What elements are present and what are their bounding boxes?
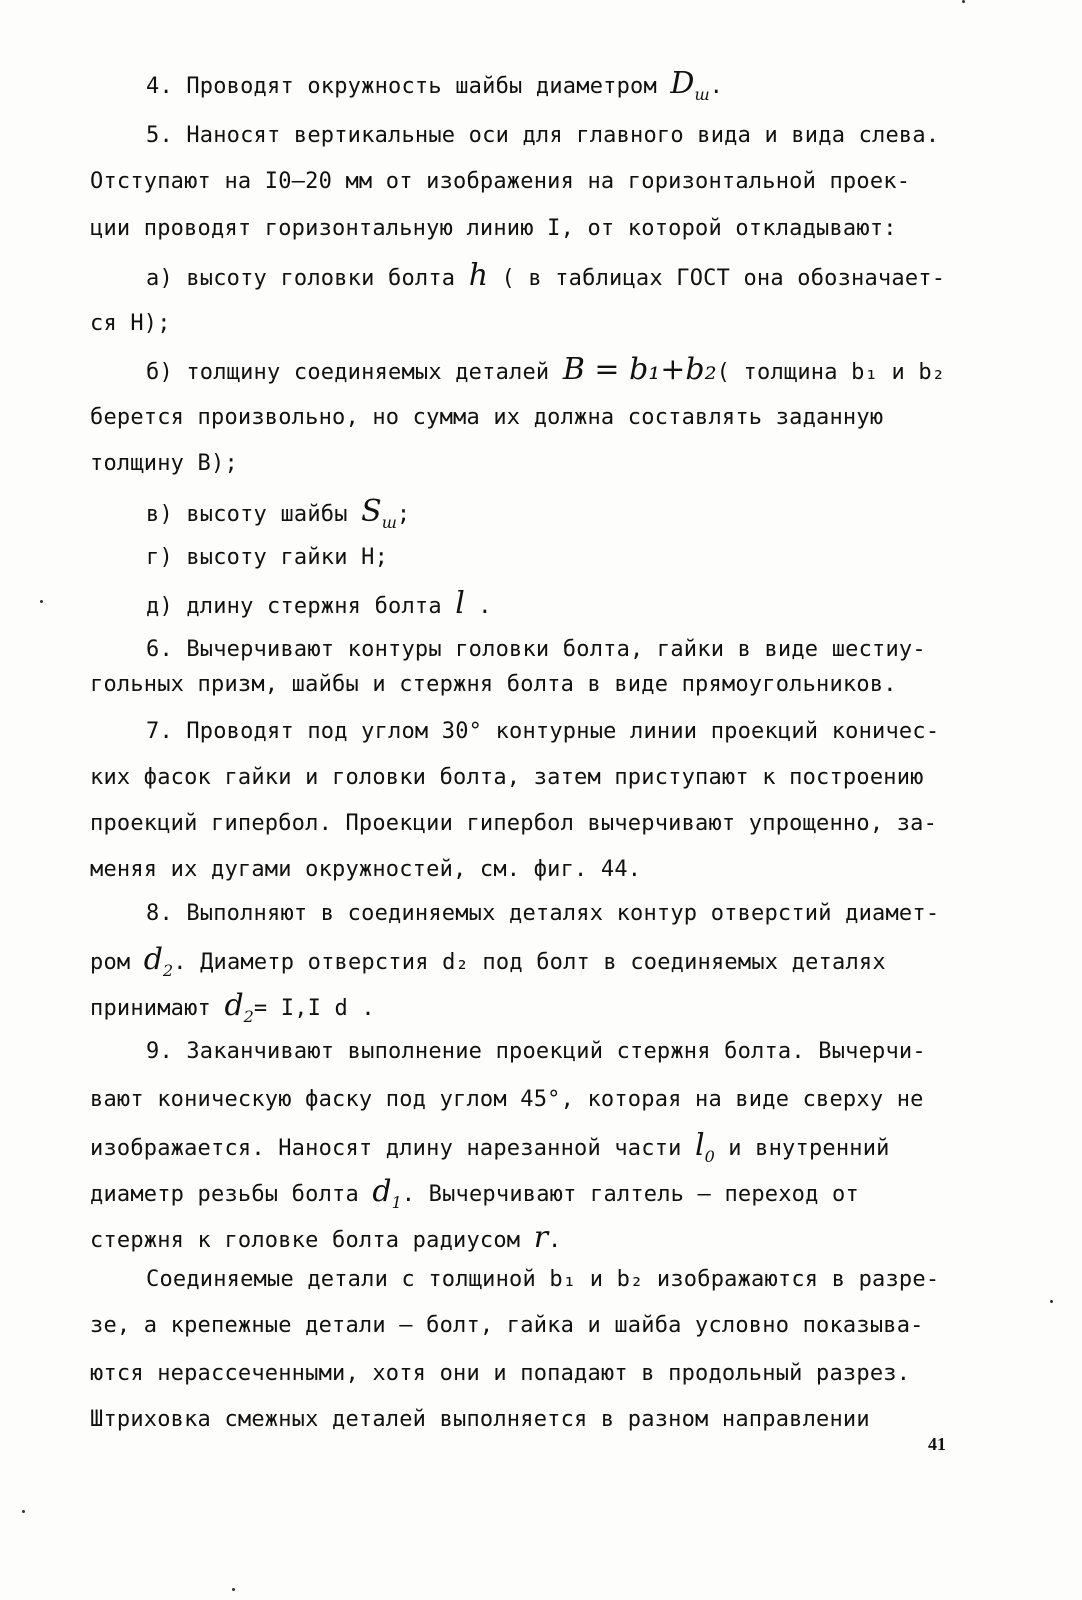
line-text: гольных призм, шайбы и стержня болта в виде прямоугольников. bbox=[90, 672, 897, 697]
line-text-after: . Диаметр отверстия d₂ под болт в соединяемых деталях bbox=[173, 950, 886, 975]
math-symbol: $l_0$ bbox=[695, 1128, 715, 1166]
text-line bbox=[90, 942, 886, 980]
math-symbol: $D_ш$ bbox=[670, 66, 710, 104]
text-line bbox=[146, 586, 492, 621]
text-line bbox=[146, 258, 946, 293]
text-line bbox=[146, 1266, 939, 1294]
text-line bbox=[90, 1360, 910, 1388]
text-line bbox=[146, 544, 388, 572]
text-line bbox=[90, 450, 238, 478]
line-text: проекций гипербол. Проекции гипербол вычерчивают упрощенно, за- bbox=[90, 811, 938, 836]
text-line bbox=[90, 168, 910, 196]
text-line bbox=[90, 310, 171, 338]
line-text: ются нерассеченными, хотя они и попадают в продольный разрез. bbox=[90, 1361, 911, 1386]
text-line bbox=[90, 671, 897, 699]
math-subscript: 2 bbox=[163, 961, 174, 980]
line-text: толщину В); bbox=[90, 451, 238, 476]
text-line bbox=[146, 122, 939, 150]
line-text-after: . Вычерчивают галтель – переход от bbox=[401, 1182, 859, 1207]
line-text: Штриховка смежных деталей выполняется в разном направлении bbox=[90, 1407, 870, 1432]
scan-speck bbox=[22, 1510, 25, 1513]
line-text: ких фасок гайки и головки болта, затем приступают к построению bbox=[90, 765, 924, 790]
scan-speck bbox=[232, 1588, 235, 1591]
math-subscript: 2 bbox=[243, 1007, 254, 1026]
line-text-after: и внутренний bbox=[714, 1136, 890, 1161]
line-text-after: . bbox=[548, 1228, 562, 1253]
text-line bbox=[90, 215, 897, 243]
text-line bbox=[146, 718, 939, 746]
line-text: г) высоту гайки Н; bbox=[146, 545, 389, 570]
math-symbol: $S_ш$ bbox=[361, 494, 397, 532]
line-text: ся Н); bbox=[90, 311, 171, 336]
math-symbol: h bbox=[468, 258, 489, 293]
text-line bbox=[90, 810, 937, 838]
math-symbol: r bbox=[533, 1220, 549, 1255]
math-subscript: 0 bbox=[704, 1147, 715, 1166]
math-symbol: $d_2$ bbox=[143, 942, 174, 980]
line-text: диаметр резьбы болта bbox=[90, 1182, 373, 1207]
math-subscript: ш bbox=[694, 85, 710, 104]
text-line bbox=[146, 1038, 926, 1066]
line-text: принимают bbox=[90, 996, 225, 1021]
line-text-after: ( в таблицах ГОСТ она обозначает- bbox=[488, 266, 946, 291]
text-line bbox=[90, 1128, 890, 1166]
text-line bbox=[146, 494, 411, 532]
line-text: 7. Проводят под углом 30° контурные линии проекций коничес- bbox=[146, 719, 940, 744]
line-text: д) длину стержня болта bbox=[146, 594, 456, 619]
line-text: вают коническую фаску под углом 45°, которая на виде сверху не bbox=[90, 1087, 924, 1112]
line-text: 4. Проводят окружность шайбы диаметром bbox=[146, 74, 671, 99]
line-text: в) высоту шайбы bbox=[146, 502, 362, 527]
line-text: изображается. Наносят длину нарезанной части bbox=[90, 1136, 696, 1161]
text-line bbox=[90, 1174, 859, 1212]
line-text: 5. Наносят вертикальные оси для главного вида и вида слева. bbox=[146, 123, 940, 148]
text-line bbox=[146, 900, 939, 928]
math-symbol: $d_1$ bbox=[372, 1174, 402, 1212]
math-subscript: 1 bbox=[391, 1193, 402, 1212]
text-line bbox=[90, 1086, 924, 1114]
math-symbol: B = b₁+b₂ bbox=[562, 352, 717, 387]
line-text-after: . bbox=[709, 74, 724, 99]
line-text-after: . bbox=[464, 594, 492, 619]
line-text: берется произвольно, но сумма их должна составлять заданную bbox=[90, 405, 884, 430]
line-text: а) высоту головки болта bbox=[146, 266, 469, 291]
line-text: ции проводят горизонтальную линию I, от которой откладывают: bbox=[90, 216, 897, 241]
text-line bbox=[90, 1312, 924, 1340]
math-subscript: ш bbox=[381, 513, 397, 532]
math-symbol: $d_2$ bbox=[224, 988, 254, 1026]
line-text-after: ; bbox=[396, 502, 411, 527]
line-text: зе, а крепежные детали – болт, гайка и шайба условно показыва- bbox=[90, 1313, 924, 1338]
line-text: стержня к головке болта радиусом bbox=[90, 1228, 534, 1253]
math-symbol: l bbox=[455, 586, 465, 621]
page-number: 41 bbox=[928, 1434, 946, 1454]
line-text: 6. Вычерчивают контуры головки болта, гайки в виде шестиу- bbox=[146, 637, 926, 662]
text-line bbox=[90, 856, 641, 884]
text-line bbox=[146, 352, 946, 387]
scan-speck bbox=[40, 600, 43, 603]
text-line bbox=[90, 764, 924, 792]
line-text: 8. Выполняют в соединяемых деталях контур отверстий диамет- bbox=[146, 901, 940, 926]
line-text: Соединяемые детали с толщиной b₁ и b₂ изображаются в разре- bbox=[146, 1267, 940, 1292]
text-line bbox=[146, 66, 724, 104]
line-text: 9. Заканчивают выполнение проекций стержня болта. Вычерчи- bbox=[146, 1039, 926, 1064]
line-text-after: ( толщина b₁ и b₂ bbox=[716, 360, 946, 385]
line-text: ром bbox=[90, 950, 144, 975]
line-text: Отступают на I0–20 мм от изображения на горизонтальной проек- bbox=[90, 169, 911, 194]
line-text: меняя их дугами окружностей, см. фиг. 44. bbox=[90, 857, 642, 882]
text-line bbox=[90, 988, 375, 1026]
text-line bbox=[90, 1220, 562, 1255]
line-text: б) толщину соединяемых деталей bbox=[146, 360, 563, 385]
scan-speck bbox=[962, 0, 965, 3]
text-line bbox=[146, 636, 926, 664]
line-text-after: = I,I d . bbox=[253, 996, 375, 1021]
text-line bbox=[90, 1406, 870, 1434]
scan-speck bbox=[1050, 1300, 1053, 1303]
text-line bbox=[90, 404, 883, 432]
